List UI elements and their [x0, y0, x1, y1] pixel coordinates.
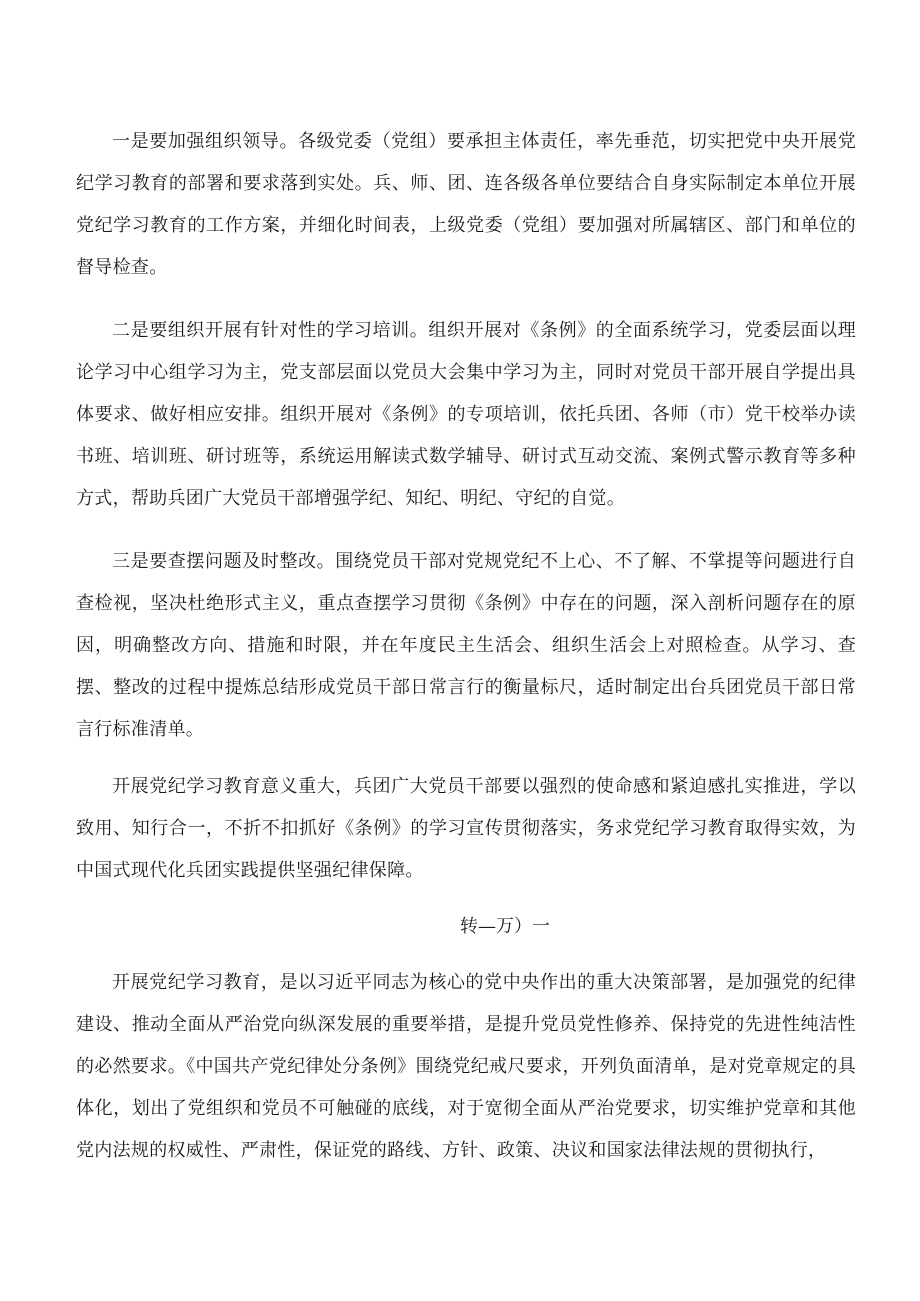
- paragraph-conclusion: 开展党纪学习教育意义重大，兵团广大党员干部要以强烈的使命感和紧迫感扎实推进，学以致用、知行合一，不折不扣抓好《条例》的学习宣传贯彻落实，务求党纪学习教育取得实效，为中国式现代化兵团实践提供坚强纪律保障。: [76, 776, 856, 881]
- paragraph-rectification: 三是要查摆问题及时整改。围绕党员干部对党规党纪不上心、不了解、不掌提等问题进行自查检视，坚决杜绝形式主义，重点查摆学习贯彻《条例》中存在的问题，深入剖析问题存在的原因，明确整改方向、措施和时限，并在年度民主生活会、组织生活会上对照检查。从学习、查摆、整改的过程中提炼总结形成党员干部日常言行的衡量标尺，适时制定出台兵团党员干部日常言行标准清单。: [76, 551, 856, 740]
- section-heading: 转—万）一: [460, 916, 550, 937]
- paragraph-party-discipline-intro: 开展党纪学习教育，是以习近平同志为核心的党中央作出的重大决策部署，是加强党的纪律建设、推动全面从严治党向纵深发展的重要举措，是提升党员党性修养、保持党的先进性纯洁性的必然要求。《中国共产党纪律处分条例》围绕党纪戒尺要求，开列负面清单，是对党章规定的具体化，划出了党组织和党员不可触碰的底线，对于宽彻全面从严治党要求，切实维护党章和其他党内法规的权威性、严肃性，保证党的路线、方针、政策、决议和国家法律法规的贯彻执行，: [76, 972, 856, 1161]
- paragraph-organization-leadership: 一是要加强组织领导。各级党委（党组）要承担主体责任，率先垂范，切实把党中央开展党纪学习教育的部署和要求落到实处。兵、师、团、连各级各单位要结合自身实际制定本单位开展党纪学习教育的工作方案，并细化时间表，上级党委（党组）要加强对所属辖区、部门和单位的督导检查。: [76, 131, 856, 278]
- paragraph-study-training: 二是要组织开展有针对性的学习培训。组织开展对《条例》的全面系统学习，党委层面以理论学习中心组学习为主，党支部层面以党员大会集中学习为主，同时对党员干部开展自学提出具体要求、做好相应安排。组织开展对《条例》的专项培训，依托兵团、各师（市）党干校举办读书班、培训班、研讨班等，系统运用解读式数学辅导、研讨式互动交流、案例式警示教育等多种方式，帮助兵团广大党员干部增强学纪、知纪、明纪、守纪的自觉。: [76, 320, 856, 509]
